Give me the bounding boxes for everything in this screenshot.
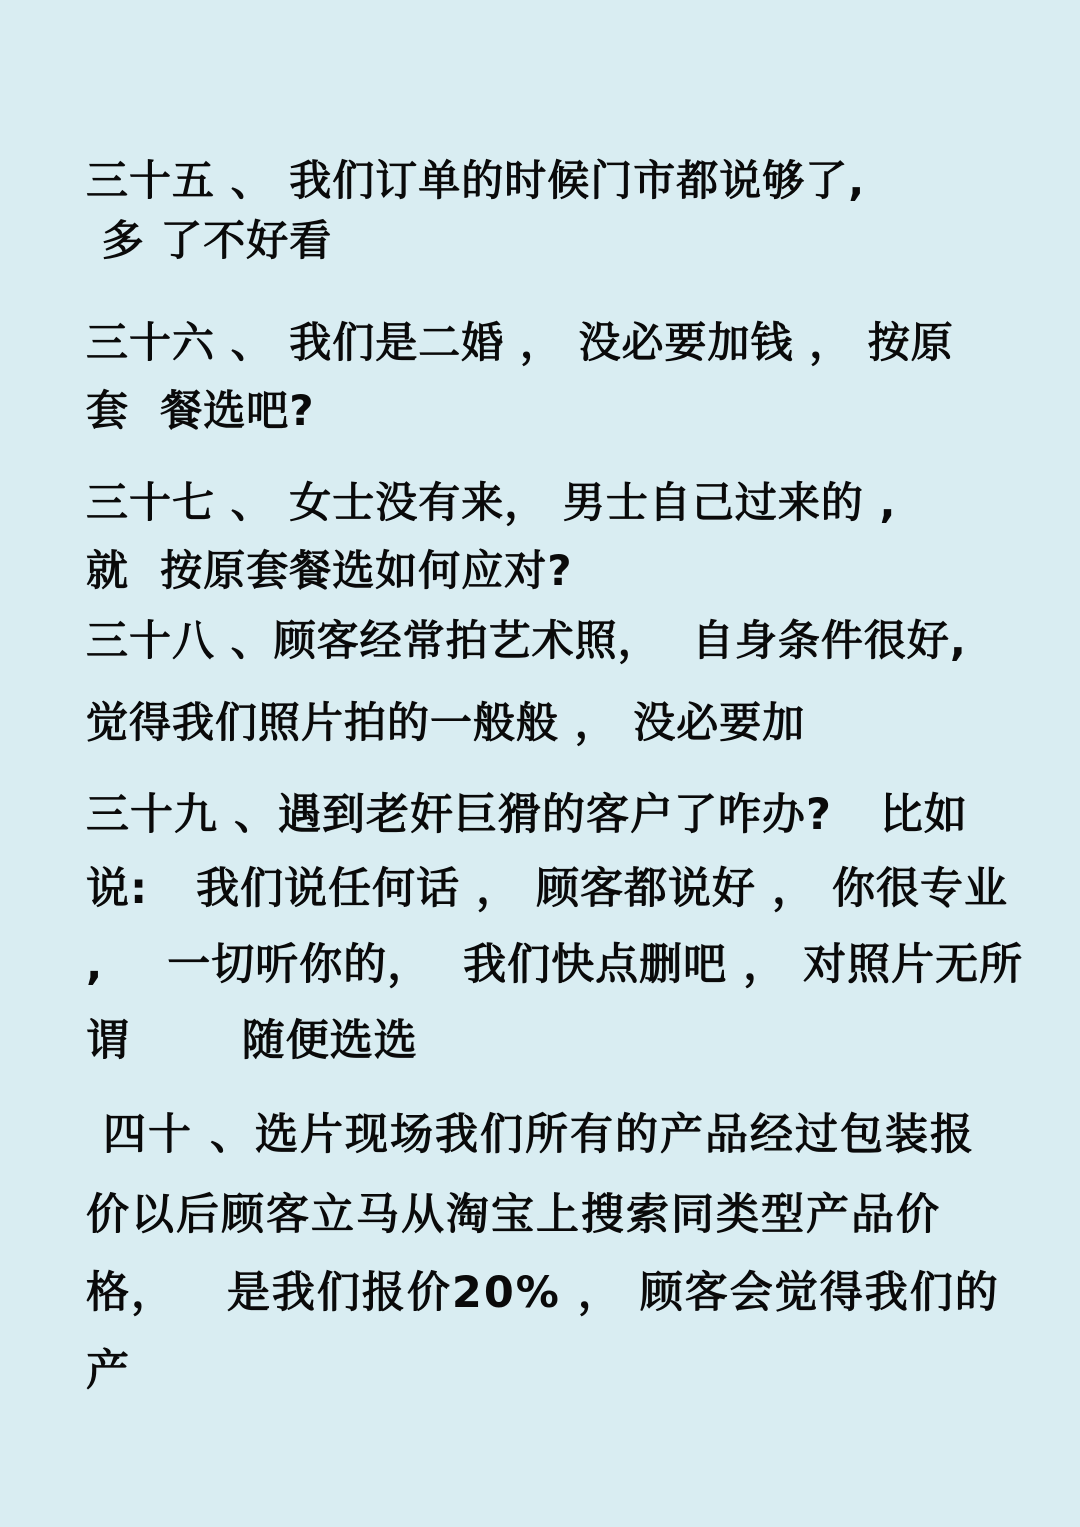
q37-line-2: 就 按原套餐选如何应对? (86, 546, 573, 595)
q39-line-3: , 一切听你的， 我们快点删吧 ， 对照片无所 (86, 940, 1024, 990)
q40-line-3: 格， 是我们报价20% ， 顾客会觉得我们的 (86, 1268, 1000, 1318)
q39-line-2: 说: 我们说任何话 ， 顾客都说好 ， 你很专业 (86, 864, 1008, 914)
q35-line-1: 三十五 、 我们订单的时候门市都说够了, (86, 156, 866, 205)
q38-line-2: 觉得我们照片拍的一般般 ， 没必要加 (86, 698, 806, 747)
q35-line-2: 多 了不好看 (86, 216, 333, 265)
q39-line-1: 三十九 、遇到老奸巨猾的客户了咋办? 比如 (86, 790, 968, 840)
q36-line-1: 三十六 、 我们是二婚 ， 没必要加钱 ， 按原 (86, 318, 954, 367)
q40-line-4: 产 (86, 1346, 131, 1396)
q37-line-1: 三十七 、 女士没有来， 男士自己过来的 , (86, 478, 897, 527)
q39-line-4: 谓 随便选选 (86, 1016, 418, 1066)
q36-line-2: 套 餐选吧? (86, 386, 315, 435)
q40-line-2: 价以后顾客立马从淘宝上搜索同类型产品价 (86, 1190, 941, 1240)
q40-line-1: 四十 、选片现场我们所有的产品经过包装报 (86, 1110, 975, 1160)
q38-line-1: 三十八 、顾客经常拍艺术照， 自身条件很好, (86, 616, 967, 665)
